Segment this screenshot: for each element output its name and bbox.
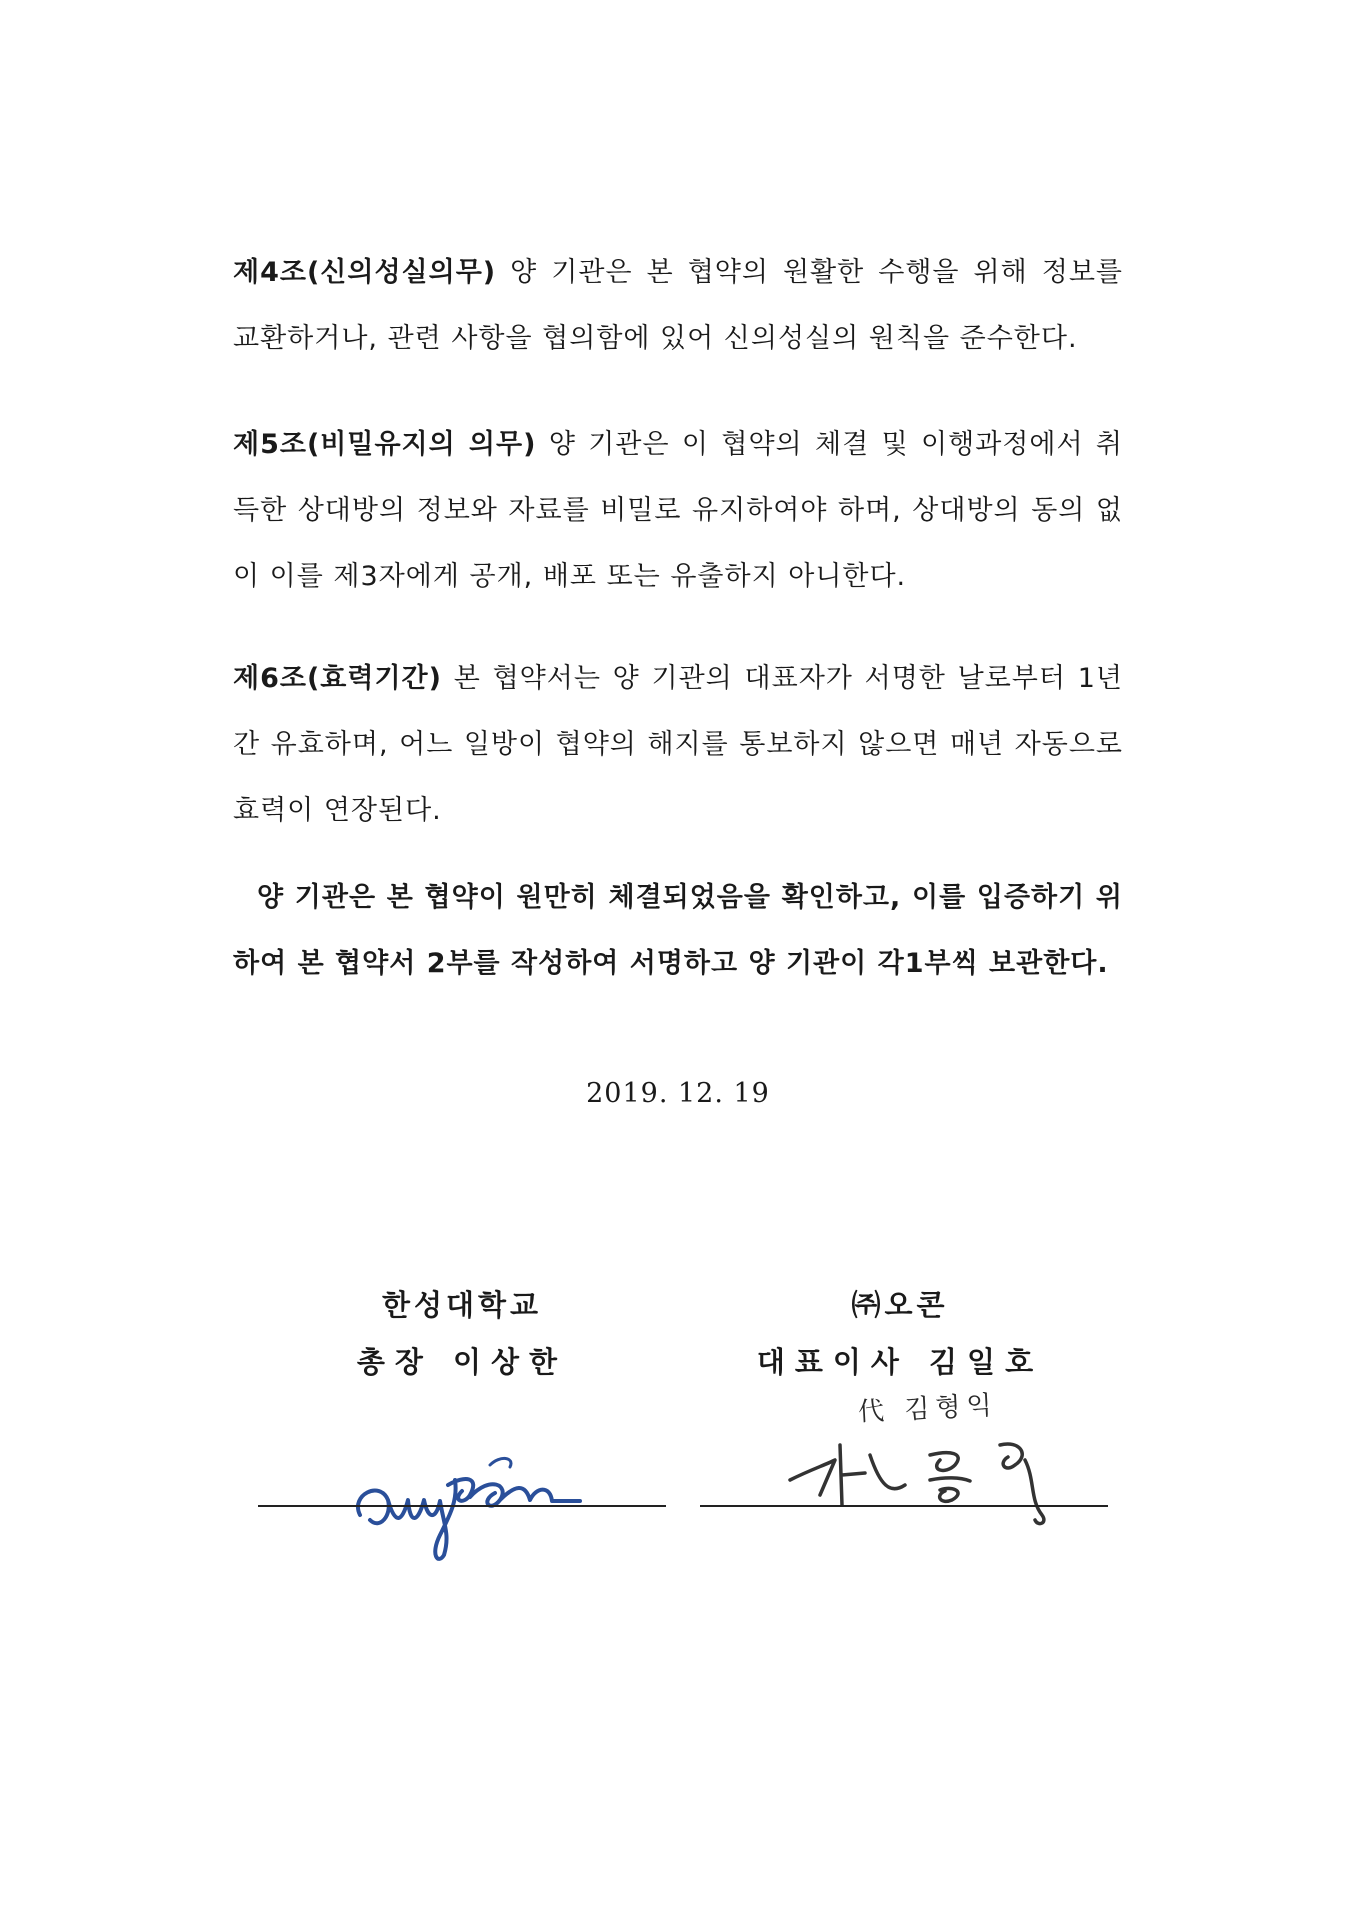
right-signature (780, 1385, 1080, 1535)
signature-line-right (700, 1505, 1108, 1507)
article-4-title: 제4조(신의성실의무) (233, 257, 497, 288)
closing-statement: 양 기관은 본 협약이 원만히 체결되었음을 확인하고, 이를 입증하기 위하여 본 협약서 2부를 작성하여 서명하고 양 기관이 각1부씩 보관한다. (233, 882, 1123, 979)
party-right-organization: ㈜오콘 (851, 1288, 949, 1322)
party-left-organization: 한성대학교 (381, 1288, 543, 1322)
party-right-representative: 대표이사 김일호 (756, 1345, 1044, 1379)
article-5-title: 제5조(비밀유지의 의무) (233, 429, 537, 460)
article-5 (233, 412, 1123, 610)
article-4 (233, 240, 1123, 372)
article-6 (233, 646, 1123, 844)
left-signature (340, 1405, 620, 1565)
article-6-text: 본 협약서는 양 기관의 대표자가 서명한 날로부터 1년간 유효하며, 어느 일방이 협약의 해지를 통보하지 않으면 매년 자동으로 효력이 연장된다. (233, 663, 1123, 826)
signature-line-left (258, 1505, 666, 1507)
agreement-date: 2019. 12. 19 (586, 1078, 770, 1109)
handwritten-proxy-note: 代 김형익 (857, 1390, 999, 1428)
article-5-text: 양 기관은 이 협약의 체결 및 이행과정에서 취득한 상대방의 정보와 자료를 비밀로 유지하여야 하며, 상대방의 동의 없이 이를 제3자에게 공개, 배포 또는 유출하지 아니한다. (233, 429, 1123, 592)
article-4-text: 양 기관은 본 협약의 원활한 수행을 위해 정보를 교환하거나, 관련 사항을 협의함에 있어 신의성실의 원칙을 준수한다. (233, 257, 1123, 354)
party-left-representative: 총장 이상한 (356, 1345, 568, 1379)
article-6-title: 제6조(효력기간) (233, 663, 442, 694)
